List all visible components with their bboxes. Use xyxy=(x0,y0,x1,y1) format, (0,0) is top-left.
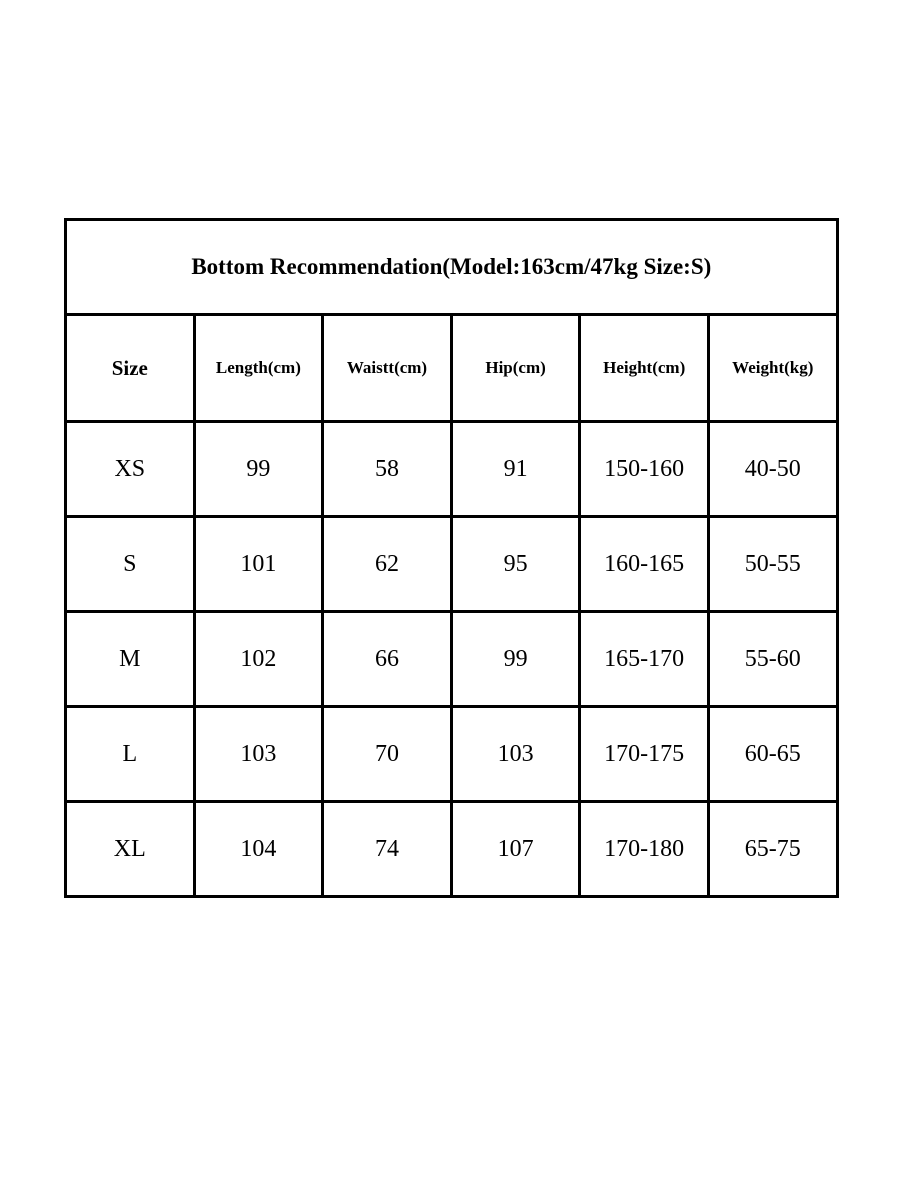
cell-hip: 99 xyxy=(451,612,580,707)
size-chart-table xyxy=(64,218,839,898)
cell-waist: 70 xyxy=(323,707,452,802)
cell-hip: 103 xyxy=(451,707,580,802)
cell-weight: 60-65 xyxy=(708,707,837,802)
cell-length: 104 xyxy=(194,802,323,897)
cell-size: M xyxy=(66,612,195,707)
cell-height: 170-180 xyxy=(580,802,709,897)
cell-hip: 107 xyxy=(451,802,580,897)
header-row xyxy=(66,315,838,422)
cell-size: XS xyxy=(66,422,195,517)
cell-waist: 62 xyxy=(323,517,452,612)
cell-weight: 40-50 xyxy=(708,422,837,517)
cell-waist: 58 xyxy=(323,422,452,517)
cell-waist: 66 xyxy=(323,612,452,707)
cell-size: XL xyxy=(66,802,195,897)
cell-height: 165-170 xyxy=(580,612,709,707)
cell-length: 102 xyxy=(194,612,323,707)
cell-size: L xyxy=(66,707,195,802)
table-row xyxy=(66,612,838,707)
column-header-size: Size xyxy=(66,315,195,422)
cell-hip: 91 xyxy=(451,422,580,517)
column-header-weight: Weight(kg) xyxy=(708,315,837,422)
cell-waist: 74 xyxy=(323,802,452,897)
cell-height: 150-160 xyxy=(580,422,709,517)
cell-height: 160-165 xyxy=(580,517,709,612)
cell-length: 99 xyxy=(194,422,323,517)
cell-size: S xyxy=(66,517,195,612)
column-header-hip: Hip(cm) xyxy=(451,315,580,422)
title-row xyxy=(66,220,838,315)
column-header-length: Length(cm) xyxy=(194,315,323,422)
cell-height: 170-175 xyxy=(580,707,709,802)
cell-length: 103 xyxy=(194,707,323,802)
cell-weight: 65-75 xyxy=(708,802,837,897)
cell-weight: 55-60 xyxy=(708,612,837,707)
table-row xyxy=(66,802,838,897)
column-header-height: Height(cm) xyxy=(580,315,709,422)
table-title: Bottom Recommendation(Model:163cm/47kg Size:S) xyxy=(66,220,838,315)
column-header-waist: Waistt(cm) xyxy=(323,315,452,422)
cell-weight: 50-55 xyxy=(708,517,837,612)
table-row xyxy=(66,707,838,802)
table-row xyxy=(66,517,838,612)
cell-hip: 95 xyxy=(451,517,580,612)
table-row xyxy=(66,422,838,517)
cell-length: 101 xyxy=(194,517,323,612)
